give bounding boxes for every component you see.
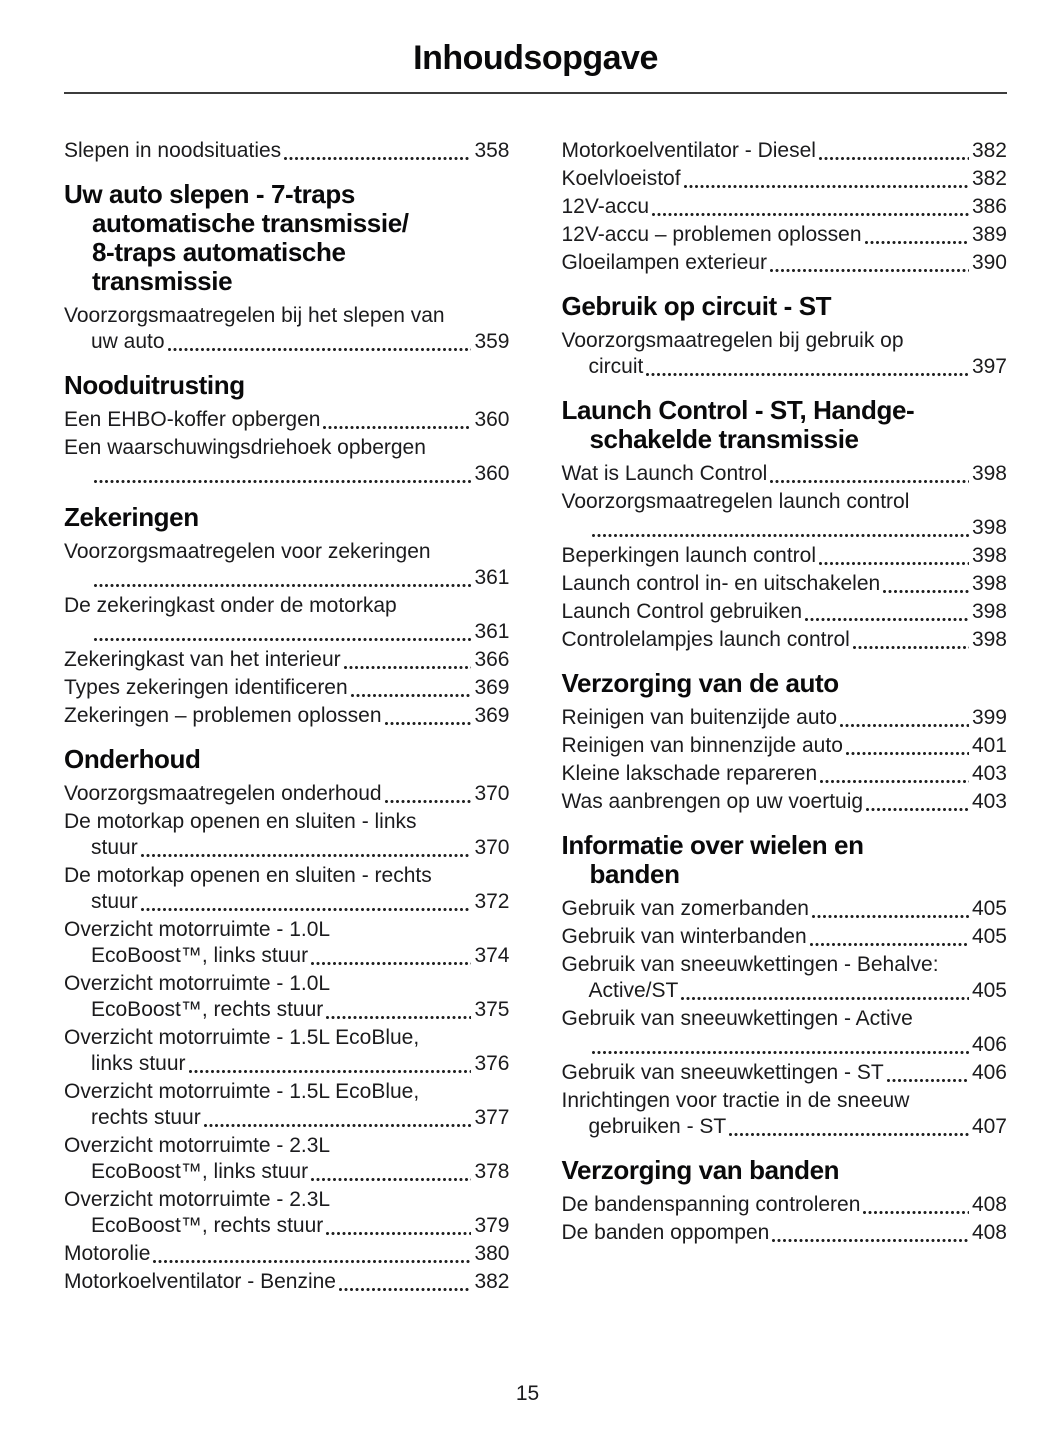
toc-page-number: 380 [474, 1242, 510, 1265]
section-heading-line: 8-traps automatische [92, 237, 346, 267]
toc-entry-text: Gebruik van sneeuwkettingen - Behalve: [561, 953, 939, 976]
dot-leader [323, 426, 471, 429]
toc-entry-line [64, 781, 510, 807]
toc-page-number: 398 [971, 600, 1007, 623]
toc-entry [64, 138, 510, 164]
dot-leader [646, 373, 969, 376]
toc-entry-text: Motorkoelventilator - Diesel [561, 139, 816, 162]
dot-leader [204, 1124, 472, 1127]
dot-leader [772, 1239, 969, 1242]
section-heading [562, 396, 1008, 454]
toc-page-number: 369 [474, 676, 510, 699]
toc-page-number: 403 [971, 790, 1007, 813]
section-heading [64, 503, 510, 532]
toc-entry-line [64, 703, 510, 729]
toc-page-number: 382 [971, 139, 1007, 162]
toc-entry [562, 1006, 1008, 1058]
toc-entry [562, 461, 1008, 487]
toc-page-number: 401 [971, 734, 1007, 757]
dot-leader [770, 480, 969, 483]
toc-entry-line [562, 515, 1008, 541]
toc-entry-text: Voorzorgsmaatregelen voor zekeringen [64, 540, 431, 563]
toc-page-number: 390 [971, 251, 1007, 274]
toc-entry-text: Was aanbrengen op uw voertuig [561, 790, 864, 813]
section-heading [562, 1156, 1008, 1185]
dot-leader [887, 1079, 969, 1082]
toc-entry-text: Overzicht motorruimte - 2.3L [64, 1134, 331, 1157]
toc-entry-text: Voorzorgsmaatregelen bij het slepen van [64, 304, 445, 327]
toc-entry [562, 924, 1008, 950]
toc-page-number: 397 [971, 355, 1007, 378]
section-heading-line: banden [589, 859, 680, 889]
dot-leader [153, 1260, 471, 1263]
dot-leader [805, 618, 969, 621]
section-heading-line: schakelde transmissie [589, 424, 859, 454]
toc-entry-text: links stuur [91, 1052, 186, 1075]
section-heading [64, 745, 510, 774]
dot-leader [311, 962, 471, 965]
toc-entry [562, 571, 1008, 597]
toc-entry-text: Beperkingen launch control [561, 544, 817, 567]
toc-entry-text: Overzicht motorruimte - 1.5L EcoBlue, [64, 1026, 420, 1049]
toc-entry-text: EcoBoost™, rechts stuur [91, 998, 324, 1021]
section-heading-line: Informatie over wielen en [561, 830, 864, 860]
toc-entry-text: De zekeringkast onder de motorkap [64, 594, 397, 617]
toc-entry-text: Voorzorgsmaatregelen bij gebruik op [561, 329, 904, 352]
toc-entry-text: Reinigen van buitenzijde auto [561, 706, 838, 729]
toc-entry-text: EcoBoost™, links stuur [91, 1160, 309, 1183]
dot-leader [652, 213, 969, 216]
dot-leader [326, 1016, 471, 1019]
toc-entry [64, 1269, 510, 1295]
toc-entry [64, 703, 510, 729]
toc-entry-line [64, 943, 510, 969]
toc-entry-line [64, 647, 510, 673]
toc-entry-text: Slepen in noodsituaties [64, 139, 282, 162]
toc-entry [64, 593, 510, 645]
toc-entry [562, 705, 1008, 731]
toc-entry-line [562, 789, 1008, 815]
toc-entry-line [562, 733, 1008, 759]
toc-entry-line [562, 599, 1008, 625]
toc-entry-text: Gebruik van winterbanden [561, 925, 807, 948]
dot-leader [866, 808, 969, 811]
toc-page-number: 407 [971, 1115, 1007, 1138]
toc-page-number: 360 [474, 408, 510, 431]
toc-entry [64, 407, 510, 433]
toc-entry [64, 1079, 510, 1131]
toc-entry-line [64, 565, 510, 591]
toc-page-number: 399 [971, 706, 1007, 729]
dot-leader [681, 997, 969, 1000]
toc-page-number: 406 [971, 1033, 1007, 1056]
toc-entry-line [64, 1051, 510, 1077]
toc-entry [64, 675, 510, 701]
toc-entry-text: De motorkap openen en sluiten - links [64, 810, 417, 833]
toc-entry [562, 489, 1008, 541]
dot-leader [684, 185, 969, 188]
section-heading-line: Launch Control - ST, Handge- [561, 395, 915, 425]
toc-entry [64, 1241, 510, 1267]
toc-entry-line [64, 619, 510, 645]
section-heading [562, 292, 1008, 321]
dot-leader [311, 1178, 471, 1181]
toc-entry [562, 761, 1008, 787]
dot-leader [883, 590, 969, 593]
toc-entry-line [562, 166, 1008, 192]
toc-entry-line [562, 543, 1008, 569]
toc-page-number: 406 [971, 1061, 1007, 1084]
toc-entry-line [562, 354, 1008, 380]
title-divider [64, 92, 1007, 94]
toc-entry [64, 647, 510, 673]
toc-entry-line [64, 1269, 510, 1295]
toc-entry-line [562, 627, 1008, 653]
toc-page-number: 408 [971, 1221, 1007, 1244]
dot-leader [863, 1211, 969, 1214]
toc-entry [64, 435, 510, 487]
toc-entry-text: Reinigen van binnenzijde auto [561, 734, 843, 757]
toc-entry-text: Inrichtingen voor tractie in de sneeuw [561, 1089, 910, 1112]
toc-page-number: 377 [474, 1106, 510, 1129]
toc-page-number: 379 [474, 1214, 510, 1237]
toc-entry [562, 952, 1008, 1004]
toc-entry-text: De bandenspanning controleren [561, 1193, 861, 1216]
toc-entry-line [64, 138, 510, 164]
dot-leader [189, 1070, 472, 1073]
page-title: Inhoudsopgave [413, 39, 658, 77]
toc-entry-text: Voorzorgsmaatregelen launch control [561, 490, 910, 513]
toc-entry-text: Active/ST [588, 979, 679, 1002]
dot-leader [840, 724, 969, 727]
toc-entry [562, 896, 1008, 922]
toc-entry [562, 543, 1008, 569]
toc-entry-text: Overzicht motorruimte - 2.3L [64, 1188, 331, 1211]
toc-page-number: 378 [474, 1160, 510, 1183]
toc-page-number: 382 [474, 1270, 510, 1293]
toc-entry-text: Gebruik van sneeuwkettingen - Active [561, 1007, 913, 1030]
section-heading [64, 180, 510, 296]
toc-entry-text: Gloeilampen exterieur [561, 251, 767, 274]
dot-leader [592, 534, 969, 537]
toc-entry-line [562, 1220, 1008, 1246]
toc-entry-text: Gebruik van sneeuwkettingen - ST [561, 1061, 884, 1084]
toc-entry [64, 781, 510, 807]
toc-entry-text: Overzicht motorruimte - 1.5L EcoBlue, [64, 1080, 420, 1103]
toc-entry [64, 539, 510, 591]
dot-leader [819, 157, 969, 160]
dot-leader [168, 348, 472, 351]
section-heading-line: Zekeringen [64, 502, 199, 532]
dot-leader [351, 694, 472, 697]
toc-page-number: 398 [971, 628, 1007, 651]
dot-leader [344, 666, 472, 669]
toc-entry-line [562, 705, 1008, 731]
toc-entry-text: Controlelampjes launch control [561, 628, 850, 651]
toc-entry-line [64, 329, 510, 355]
toc-entry-text: EcoBoost™, rechts stuur [91, 1214, 324, 1237]
toc-page-number: 405 [971, 925, 1007, 948]
section-heading-line: Verzorging van de auto [561, 668, 839, 698]
toc-entry-text: Wat is Launch Control [561, 462, 768, 485]
toc-entry-text: Voorzorgsmaatregelen onderhoud [64, 782, 382, 805]
section-heading [64, 371, 510, 400]
toc-entry-line [562, 1192, 1008, 1218]
toc-page-number: 403 [971, 762, 1007, 785]
toc-entry [562, 1220, 1008, 1246]
section-heading-line: Verzorging van banden [561, 1155, 840, 1185]
dot-leader [592, 1051, 969, 1054]
toc-entry [562, 250, 1008, 276]
toc-entry-text: circuit [588, 355, 644, 378]
toc-entry-line [562, 1032, 1008, 1058]
toc-entry-line [562, 978, 1008, 1004]
toc-page-number: 366 [474, 648, 510, 671]
toc-entry [64, 1025, 510, 1077]
dot-leader [385, 800, 472, 803]
dot-leader [326, 1232, 471, 1235]
toc-entry-line [562, 1114, 1008, 1140]
toc-page-number: 375 [474, 998, 510, 1021]
dot-leader [94, 638, 471, 641]
dot-leader [94, 480, 471, 483]
dot-leader [284, 157, 471, 160]
toc-entry [64, 917, 510, 969]
toc-entry-line [64, 1159, 510, 1185]
toc-entry-text: Launch Control gebruiken [561, 600, 802, 623]
toc-page-number: 405 [971, 897, 1007, 920]
dot-leader [770, 269, 969, 272]
toc-entry-line [64, 407, 510, 433]
toc-entry-text: uw auto [91, 330, 165, 353]
toc-entry-line [64, 889, 510, 915]
toc-entry-line [562, 138, 1008, 164]
dot-leader [820, 780, 969, 783]
toc-page-number: 398 [971, 516, 1007, 539]
section-heading-line: transmissie [92, 266, 233, 296]
toc-entry-text: Kleine lakschade repareren [561, 762, 818, 785]
toc-entry [562, 627, 1008, 653]
toc-entry-text: 12V-accu [561, 195, 650, 218]
toc-entry-text: gebruiken - ST [588, 1115, 727, 1138]
toc-entry-text: Motorolie [64, 1242, 151, 1265]
toc-page-number: 386 [971, 195, 1007, 218]
dot-leader [865, 241, 969, 244]
toc-entry [562, 1192, 1008, 1218]
toc-page-number: 389 [971, 223, 1007, 246]
section-heading-line: Onderhoud [64, 744, 201, 774]
toc-entry [562, 222, 1008, 248]
toc-entry-text: De banden oppompen [561, 1221, 770, 1244]
toc-entry-line [562, 194, 1008, 220]
toc-entry-line [64, 1241, 510, 1267]
section-heading-line: Uw auto slepen - 7-traps [64, 179, 355, 209]
toc-entry-text: Koelvloeistof [561, 167, 681, 190]
toc-entry-text: Overzicht motorruimte - 1.0L [64, 972, 331, 995]
toc-page-number: 374 [474, 944, 510, 967]
toc-entry-text: EcoBoost™, links stuur [91, 944, 309, 967]
dot-leader [141, 908, 472, 911]
toc-entry-text: Zekeringen – problemen oplossen [64, 704, 382, 727]
toc-entry-line [562, 571, 1008, 597]
dot-leader [339, 1288, 471, 1291]
dot-leader [141, 854, 472, 857]
toc-entry-line [562, 222, 1008, 248]
toc-entry-text: Gebruik van zomerbanden [561, 897, 809, 920]
toc-entry-line [64, 1213, 510, 1239]
toc-entry-text: rechts stuur [91, 1106, 201, 1129]
toc-entry-line [562, 461, 1008, 487]
toc-entry [562, 1088, 1008, 1140]
section-heading [562, 831, 1008, 889]
toc-entry-line [64, 461, 510, 487]
toc-page-number: 369 [474, 704, 510, 727]
toc-entry [64, 863, 510, 915]
toc-entry-text: 12V-accu – problemen oplossen [561, 223, 862, 246]
toc-entry-line [64, 997, 510, 1023]
section-heading-line: Gebruik op circuit - ST [561, 291, 832, 321]
dot-leader [853, 646, 969, 649]
toc-columns [64, 138, 1007, 1297]
toc-entry [64, 971, 510, 1023]
toc-entry [562, 599, 1008, 625]
toc-entry-line [64, 835, 510, 861]
toc-entry-text: Launch control in- en uitschakelen [561, 572, 881, 595]
dot-leader [385, 722, 472, 725]
toc-column-left [64, 138, 510, 1297]
toc-entry [562, 166, 1008, 192]
toc-page-number: 372 [474, 890, 510, 913]
dot-leader [94, 584, 471, 587]
toc-page-number: 361 [474, 620, 510, 643]
toc-page-number: 360 [474, 462, 510, 485]
toc-entry-text: stuur [91, 890, 138, 913]
toc-page-number: 358 [474, 139, 510, 162]
toc-entry-line [562, 250, 1008, 276]
dot-leader [812, 915, 969, 918]
toc-entry-line [562, 896, 1008, 922]
toc-entry-text: Zekeringkast van het interieur [64, 648, 341, 671]
toc-page-number: 370 [474, 836, 510, 859]
toc-entry-line [64, 1105, 510, 1131]
toc-page-number: 398 [971, 462, 1007, 485]
toc-entry [562, 194, 1008, 220]
toc-page-number: 398 [971, 544, 1007, 567]
section-heading [562, 669, 1008, 698]
section-heading-line: Nooduitrusting [64, 370, 245, 400]
toc-page-number: 398 [971, 572, 1007, 595]
toc-entry-line [64, 675, 510, 701]
toc-entry [64, 1187, 510, 1239]
toc-entry [562, 138, 1008, 164]
dot-leader [810, 943, 969, 946]
toc-page-number: 376 [474, 1052, 510, 1075]
toc-entry [562, 789, 1008, 815]
toc-page-number: 370 [474, 782, 510, 805]
dot-leader [819, 562, 969, 565]
toc-entry-text: De motorkap openen en sluiten - rechts [64, 864, 432, 887]
toc-entry-text: Een waarschuwingsdriehoek opbergen [64, 436, 426, 459]
footer-page-number: 15 [515, 1382, 540, 1405]
toc-entry-text: stuur [91, 836, 138, 859]
toc-entry-text: Types zekeringen identificeren [64, 676, 348, 699]
section-heading-line: automatische transmissie/ [92, 208, 409, 238]
dot-leader [846, 752, 969, 755]
toc-entry-text: Overzicht motorruimte - 1.0L [64, 918, 331, 941]
toc-column-right [562, 138, 1008, 1297]
toc-entry-text: Motorkoelventilator - Benzine [64, 1270, 336, 1293]
toc-entry [64, 809, 510, 861]
toc-entry-text: Een EHBO-koffer opbergen [64, 408, 321, 431]
toc-entry [562, 733, 1008, 759]
dot-leader [729, 1133, 969, 1136]
toc-entry [64, 303, 510, 355]
toc-page-number: 405 [971, 979, 1007, 1002]
toc-entry-line [562, 924, 1008, 950]
toc-page-number: 361 [474, 566, 510, 589]
toc-page-number: 408 [971, 1193, 1007, 1216]
toc-entry [562, 328, 1008, 380]
toc-entry-line [562, 761, 1008, 787]
toc-page-number: 359 [474, 330, 510, 353]
toc-entry-line [562, 1060, 1008, 1086]
toc-entry [64, 1133, 510, 1185]
toc-entry [562, 1060, 1008, 1086]
toc-page-number: 382 [971, 167, 1007, 190]
